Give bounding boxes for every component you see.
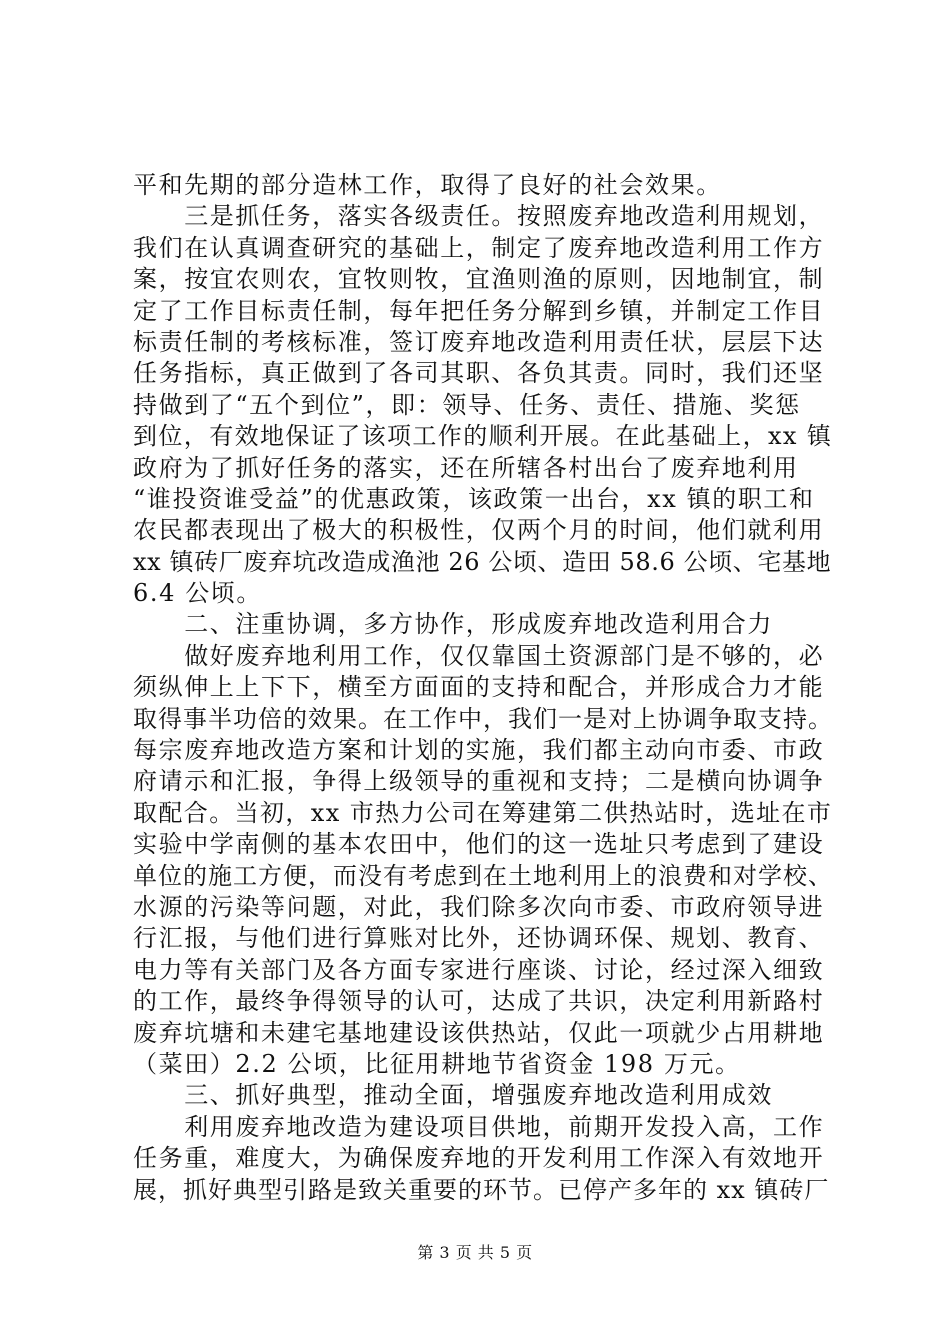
text-line: 实验中学南侧的基本农田中，他们的这一选址只考虑到了建设	[133, 830, 825, 859]
text-line: 三、抓好典型，推动全面，增强废弃地改造利用成效	[133, 1081, 773, 1110]
text-line: 做好废弃地利用工作，仅仅靠国土资源部门是不够的，必	[133, 641, 825, 670]
text-line: “谁投资谁受益”的优惠政策，该政策一出台，xx 镇的职工和	[133, 484, 815, 513]
text-line: 水源的污染等问题，对此，我们除多次向市委、市政府领导进	[133, 892, 825, 921]
text-line: 废弃坑塘和未建宅基地建设该供热站，仅此一项就少占用耕地	[133, 1018, 825, 1047]
page-footer: 第 3 页 共 5 页	[417, 1243, 533, 1262]
text-line: 任务指标，真正做到了各司其职、各负其责。同时，我们还坚	[133, 359, 825, 388]
text-line: 定了工作目标责任制，每年把任务分解到乡镇，并制定工作目	[133, 296, 825, 325]
text-line: xx 镇砖厂废弃坑改造成渔池 26 公顷、造田 58.6 公顷、宅基地	[133, 547, 832, 576]
text-line: 府请示和汇报，争得上级领导的重视和支持；二是横向协调争	[133, 767, 825, 796]
text-line: 我们在认真调查研究的基础上，制定了废弃地改造利用工作方	[133, 233, 825, 262]
document-body	[133, 170, 833, 1206]
text-line: 二、注重协调，多方协作，形成废弃地改造利用合力	[133, 610, 773, 639]
text-line: 的工作，最终争得领导的认可，达成了共识，决定利用新路村	[133, 987, 825, 1016]
text-line: 农民都表现出了极大的积极性，仅两个月的时间，他们就利用	[133, 516, 825, 545]
text-line: 政府为了抓好任务的落实，还在所辖各村出台了废弃地利用	[133, 453, 799, 482]
text-line: 单位的施工方便，而没有考虑到在土地利用上的浪费和对学校、	[133, 861, 833, 890]
text-line: 到位，有效地保证了该项工作的顺利开展。在此基础上，xx 镇	[133, 422, 833, 451]
text-line: 平和先期的部分造林工作，取得了良好的社会效果。	[133, 171, 722, 199]
text-line: 三是抓任务，落实各级责任。按照废弃地改造利用规划，	[133, 202, 825, 231]
text-line: 6.4 公顷。	[133, 579, 262, 608]
text-line: 任务重，难度大，为确保废弃地的开发利用工作深入有效地开	[133, 1144, 825, 1173]
text-line: 利用废弃地改造为建设项目供地，前期开发投入高，工作	[133, 1112, 825, 1141]
text-line: 案，按宜农则农，宜牧则牧，宜渔则渔的原则，因地制宜，制	[133, 265, 825, 294]
text-line: 须纵伸上上下下，横至方面面的支持和配合，并形成合力才能	[133, 673, 825, 702]
text-line: 电力等有关部门及各方面专家进行座谈、讨论，经过深入细致	[133, 955, 825, 984]
text-line: 标责任制的考核标准，签订废弃地改造利用责任状，层层下达	[133, 327, 825, 356]
text-line: 取配合。当初，xx 市热力公司在筹建第二供热站时，选址在市	[133, 798, 833, 827]
text-line: 每宗废弃地改造方案和计划的实施，我们都主动向市委、市政	[133, 736, 825, 765]
text-line: 行汇报，与他们进行算账对比外，还协调环保、规划、教育、	[133, 924, 825, 953]
text-line: 展，抓好典型引路是致关重要的环节。已停产多年的 xx 镇砖厂	[133, 1175, 830, 1204]
text-line: 取得事半功倍的效果。在工作中，我们一是对上协调争取支持。	[133, 704, 833, 733]
text-line: （菜田）2.2 公顷，比征用耕地节省资金 198 万元。	[133, 1049, 741, 1078]
text-line: 持做到了“五个到位”，即：领导、任务、责任、措施、奖惩	[133, 390, 801, 419]
